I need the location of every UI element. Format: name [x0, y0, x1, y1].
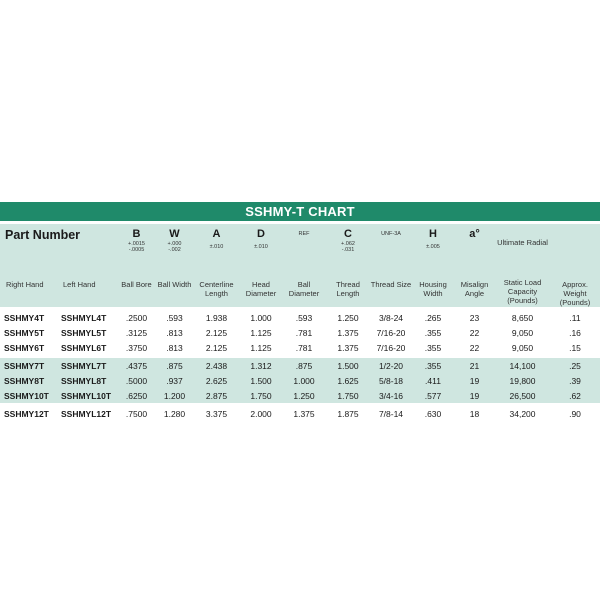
col-h-tol: ±.005 — [426, 244, 440, 250]
left-hand-heading: Left Hand — [57, 278, 117, 307]
ball-bore-cell: .4375 — [117, 358, 156, 373]
table-row — [0, 340, 600, 355]
part-right-cell: SSHMY10T — [0, 388, 57, 403]
misalign-angle-cell: 19 — [454, 373, 495, 388]
part-left-cell: SSHMYL8T — [57, 373, 117, 388]
table-row — [0, 358, 600, 373]
ball-bore-heading: Ball Bore — [117, 278, 156, 307]
weight-heading-blank — [550, 224, 600, 278]
part-number-heading: Part Number — [0, 224, 117, 278]
load-capacity-cell: 34,200 — [509, 408, 536, 419]
head-diameter-cell: 1.750 — [240, 388, 282, 403]
thread-size-cell: 7/16-20 — [376, 342, 406, 353]
housing-width-heading: Housing Width — [412, 278, 454, 307]
weight-cell: .90 — [569, 408, 581, 419]
weight-heading: Approx. Weight (Pounds) — [550, 278, 600, 307]
col-d-tol: ±.010 — [254, 244, 268, 250]
col-w-heading — [156, 224, 193, 278]
weight-cell: .62 — [550, 388, 600, 403]
centerline-length-heading: Centerline Length — [193, 278, 240, 307]
ball-diameter-cell: .875 — [282, 358, 326, 373]
ball-width-cell: .593 — [166, 312, 183, 323]
weight-cell: .11 — [569, 312, 581, 323]
chart-title: SSHMY-T CHART — [0, 202, 600, 221]
ball-width-cell: 1.200 — [156, 388, 193, 403]
ball-width-cell: .937 — [156, 373, 193, 388]
col-c-tol-2: -.031 — [341, 247, 355, 253]
centerline-length-cell: 2.125 — [205, 342, 228, 353]
load-capacity-cell: 8,650 — [511, 312, 534, 323]
col-ball-dia-heading — [282, 224, 326, 278]
ball-width-cell: .813 — [166, 342, 183, 353]
thread-length-cell: 1.375 — [337, 342, 359, 353]
ball-diameter-cell: 1.250 — [282, 388, 326, 403]
right-hand-heading: Right Hand — [0, 278, 57, 307]
thread-length-cell: 1.500 — [326, 358, 370, 373]
head-diameter-cell: 1.312 — [240, 358, 282, 373]
col-w-letter: W — [169, 228, 180, 240]
head-diameter-cell: 1.500 — [240, 373, 282, 388]
part-left-cell: SSHMYL7T — [57, 358, 117, 373]
thread-size-cell: 3/4-16 — [370, 388, 412, 403]
col-ball-dia-tol: REF — [298, 231, 310, 237]
head-diameter-cell: 1.000 — [250, 312, 272, 323]
ball-diameter-cell: .593 — [295, 312, 313, 323]
part-right-cell: SSHMY12T — [4, 408, 49, 419]
weight-cell: .25 — [550, 358, 600, 373]
centerline-length-cell: 2.625 — [193, 373, 240, 388]
centerline-length-cell: 2.875 — [193, 388, 240, 403]
col-h-heading — [412, 224, 454, 278]
part-left-cell: SSHMYL10T — [57, 388, 117, 403]
weight-cell: .39 — [550, 373, 600, 388]
load-capacity-cell: 26,500 — [495, 388, 550, 403]
thread-size-cell: 1/2-20 — [370, 358, 412, 373]
misalign-angle-cell: 21 — [454, 358, 495, 373]
thread-length-cell: 1.375 — [337, 327, 359, 338]
part-right-cell: SSHMY5T — [4, 327, 45, 338]
misalign-angle-heading: Misalign Angle — [454, 278, 495, 307]
housing-width-cell: .411 — [412, 373, 454, 388]
misalign-angle-cell: 22 — [469, 327, 480, 338]
ball-bore-cell: .2500 — [125, 312, 148, 323]
part-left-cell: SSHMYL4T — [61, 312, 107, 323]
col-c-heading — [326, 224, 370, 278]
col-c-letter: C — [344, 228, 352, 240]
ball-bore-cell: .7500 — [125, 408, 148, 419]
centerline-length-cell: 1.938 — [205, 312, 228, 323]
part-right-cell: SSHMY8T — [0, 373, 57, 388]
ball-diameter-heading: Ball Diameter — [282, 278, 326, 307]
thread-length-cell: 1.875 — [337, 408, 359, 419]
housing-width-cell: .355 — [424, 327, 442, 338]
table-row — [0, 310, 600, 325]
misalign-angle-cell: 18 — [469, 408, 480, 419]
thread-length-cell: 1.250 — [337, 312, 359, 323]
col-d-letter: D — [257, 228, 265, 240]
sshmy-t-chart — [0, 202, 600, 421]
table-row — [0, 406, 600, 421]
part-right-cell: SSHMY7T — [0, 358, 57, 373]
centerline-length-cell: 2.438 — [193, 358, 240, 373]
load-capacity-cell: 19,800 — [495, 373, 550, 388]
header-row-labels — [0, 278, 600, 307]
thread-size-cell: 7/16-20 — [376, 327, 406, 338]
centerline-length-cell: 3.375 — [205, 408, 228, 419]
table-row — [0, 373, 600, 388]
ball-diameter-cell: 1.375 — [293, 408, 315, 419]
misalign-angle-cell: 23 — [469, 312, 480, 323]
part-right-cell: SSHMY6T — [4, 342, 45, 353]
ball-bore-cell: .3125 — [125, 327, 148, 338]
misalign-angle-cell: 19 — [454, 388, 495, 403]
ball-width-cell: 1.280 — [163, 408, 186, 419]
ball-width-cell: .875 — [156, 358, 193, 373]
thread-size-cell: 7/8-14 — [378, 408, 404, 419]
thread-length-cell: 1.625 — [326, 373, 370, 388]
housing-width-cell: .577 — [412, 388, 454, 403]
col-b-tol-1-value: .0015 — [131, 241, 145, 247]
thread-length-cell: 1.750 — [326, 388, 370, 403]
thread-size-cell: 3/8-24 — [378, 312, 404, 323]
ball-bore-cell: .6250 — [117, 388, 156, 403]
thread-size-cell: 5/8-18 — [370, 373, 412, 388]
col-h-letter: H — [429, 228, 437, 240]
ball-width-heading: Ball Width — [156, 278, 193, 307]
misalign-angle-cell: 22 — [469, 342, 480, 353]
col-thread-heading — [370, 224, 412, 278]
part-right-cell: SSHMY4T — [4, 312, 45, 323]
ultimate-heading-top: Ultimate Radial — [495, 224, 550, 278]
table-row — [0, 388, 600, 403]
housing-width-cell: .355 — [424, 342, 442, 353]
col-c-tol-1: +.062 — [341, 241, 355, 247]
ball-width-cell: .813 — [166, 327, 183, 338]
ball-bore-cell: .5000 — [117, 373, 156, 388]
ultimate-heading-bottom: Static Load Capacity (Pounds) — [495, 278, 550, 307]
head-diameter-cell: 1.125 — [250, 327, 272, 338]
col-thread-tol: UNF-3A — [381, 231, 401, 237]
col-a-letter: A — [212, 228, 221, 240]
load-capacity-cell: 9,050 — [511, 342, 534, 353]
thread-length-heading: Thread Length — [326, 278, 370, 307]
load-capacity-cell: 9,050 — [511, 327, 534, 338]
load-capacity-cell: 14,100 — [495, 358, 550, 373]
part-left-cell: SSHMYL12T — [61, 408, 112, 419]
col-b-heading — [117, 224, 156, 278]
thread-size-heading: Thread Size — [370, 278, 412, 307]
col-d-heading — [240, 224, 282, 278]
col-angle-letter: a° — [469, 228, 480, 240]
housing-width-cell: .265 — [424, 312, 442, 323]
part-left-cell: SSHMYL6T — [61, 342, 107, 353]
col-b-letter: B — [132, 228, 141, 240]
weight-cell: .15 — [569, 342, 581, 353]
col-w-tol-2: -.002 — [168, 247, 181, 253]
col-a-tol: ±.010 — [209, 244, 224, 250]
col-a-heading — [193, 224, 240, 278]
part-left-cell: SSHMYL5T — [61, 327, 107, 338]
weight-cell: .16 — [569, 327, 581, 338]
ball-diameter-cell: .781 — [295, 327, 313, 338]
ball-diameter-cell: .781 — [295, 342, 313, 353]
housing-width-cell: .630 — [424, 408, 442, 419]
spec-table — [0, 224, 600, 421]
centerline-length-cell: 2.125 — [205, 327, 228, 338]
col-b-tol-1: +.0015 — [128, 241, 145, 247]
ball-bore-cell: .3750 — [125, 342, 148, 353]
head-diameter-cell: 1.125 — [250, 342, 272, 353]
ball-diameter-cell: 1.000 — [282, 373, 326, 388]
col-w-tol-1: +.000 — [167, 241, 182, 247]
head-diameter-cell: 2.000 — [250, 408, 272, 419]
col-angle-heading — [454, 224, 495, 278]
table-row — [0, 325, 600, 340]
head-diameter-heading: Head Diameter — [240, 278, 282, 307]
col-b-tol-2: -.0005 — [128, 247, 145, 253]
header-row-letters — [0, 224, 600, 278]
housing-width-cell: .355 — [412, 358, 454, 373]
